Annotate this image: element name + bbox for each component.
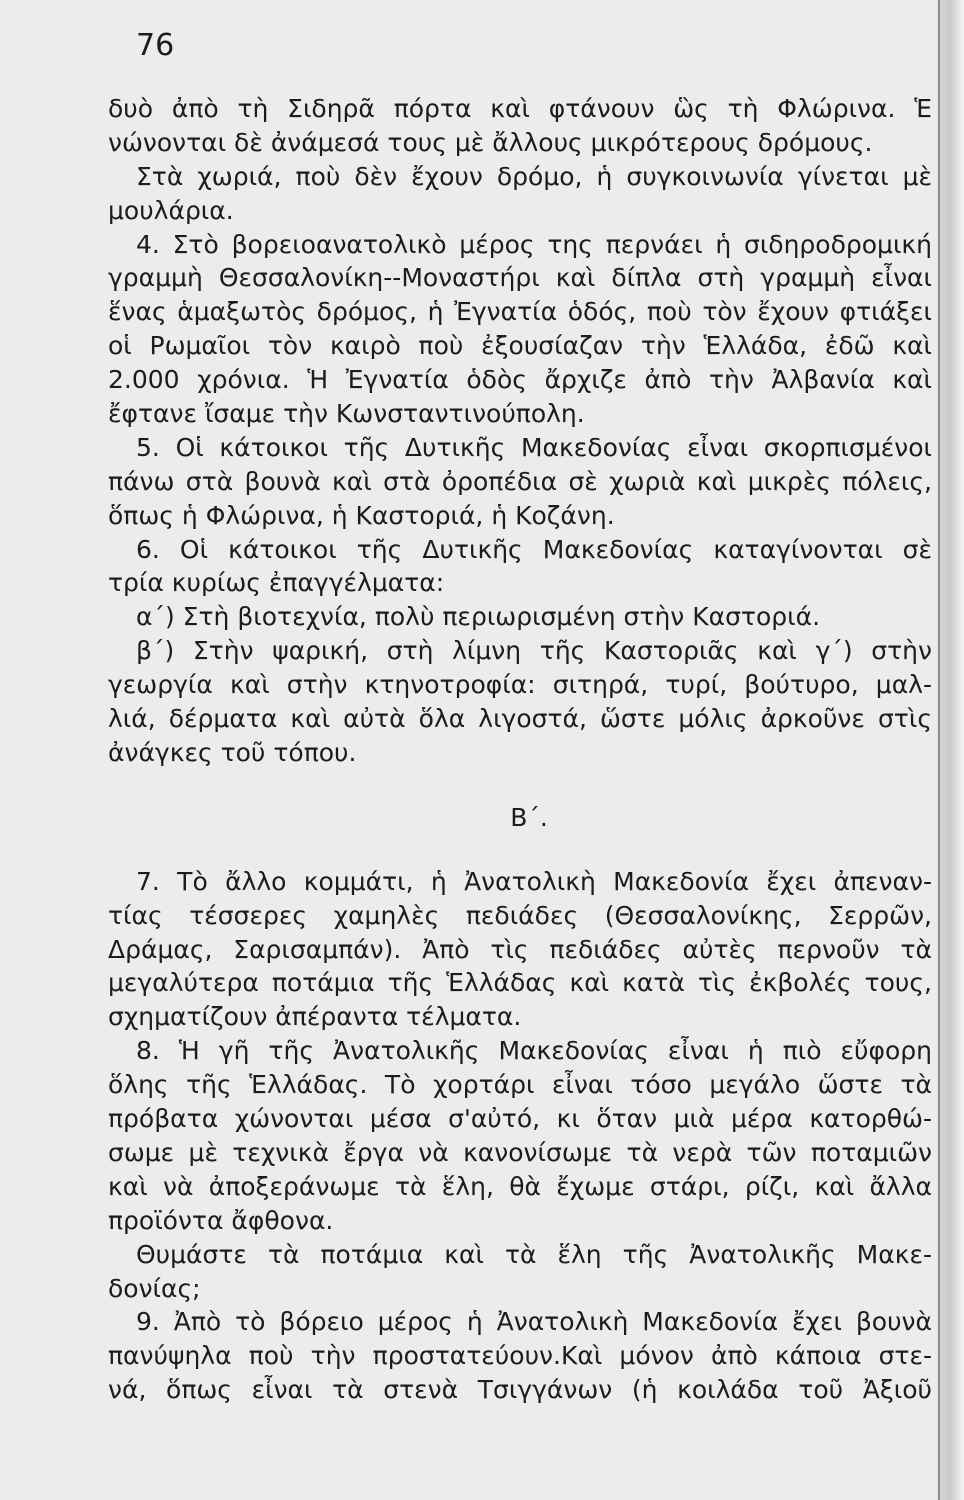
text-line: δονίας; xyxy=(108,1273,201,1303)
text-line: 4. Στὸ βορειοανατολικὸ μέρος της περνάει ἡ σιδηροδρομική xyxy=(136,229,932,259)
section-b-text xyxy=(108,865,932,1407)
text-line: β΄) Στὴν ψαρική, στὴ λίμνη τῆς Καστοριᾶς καὶ γ΄) στὴν xyxy=(136,636,932,666)
text-line: ἔφτανε ἴσαμε τὴν Κωνσταντινούπολη. xyxy=(108,399,585,429)
text-line: πάνω στὰ βουνὰ καὶ στὰ ὀροπέδια σὲ χωριὰ καὶ μικρὲς πόλεις, xyxy=(108,466,932,496)
text-line: 8. Ἡ γῆ τῆς Ἀνατολικῆς Μακεδονίας εἶναι ἡ πιὸ εὔφορη xyxy=(136,1036,932,1066)
text-line: πρόβατα χώνονται μέσα σ'αὐτό, κι ὅταν μιὰ μέρα κατορθώ- xyxy=(108,1104,932,1134)
text-line: ὅπως ἡ Φλώρινα, ἡ Καστοριά, ἡ Κοζάνη. xyxy=(108,500,615,530)
section-a-text xyxy=(108,92,932,770)
section-heading: Β΄. xyxy=(510,802,548,832)
text-line: πανύψηλα ποὺ τὴν προστατεύουν.Καὶ μόνον ἀπὸ κάποια στε- xyxy=(108,1341,932,1371)
text-line: λιά, δέρματα καὶ αὐτὰ ὅλα λιγοστά, ὥστε μόλις ἀρκοῦνε στὶς xyxy=(108,704,932,734)
text-line: α΄) Στὴ βιοτεχνία, πολὺ περιωρισμένη στὴν Καστοριά. xyxy=(136,602,821,632)
text-line: σχηματίζουν ἀπέραντα τέλματα. xyxy=(108,1002,522,1032)
text-line: 5. Οἱ κάτοικοι τῆς Δυτικῆς Μακεδονίας εἶναι σκορπισμένοι xyxy=(136,432,932,462)
text-line: 7. Τὸ ἄλλο κομμάτι, ἡ Ἀνατολικὴ Μακεδονία ἔχει ἀπεναν- xyxy=(136,866,932,896)
text-line: τρία κυρίως ἐπαγγέλματα: xyxy=(108,568,445,598)
text-line: γραμμὴ Θεσσαλονίκη--Μοναστήρι καὶ δίπλα στὴ γραμμὴ εἶναι xyxy=(108,263,932,293)
text-line: νά, ὅπως εἶναι τὰ στενὰ Τσιγγάνων (ἡ κοιλάδα τοῦ Ἀξιοῦ xyxy=(108,1375,932,1405)
body-text xyxy=(108,92,932,1407)
text-line: νώνονται δὲ ἀνάμεσά τους μὲ ἄλλους μικρότερους δρόμους. xyxy=(108,127,873,157)
text-line: μουλάρια. xyxy=(108,195,234,225)
text-line: Στὰ χωριά, ποὺ δὲν ἔχουν δρόμο, ἡ συγκοινωνία γίνεται μὲ xyxy=(136,161,932,191)
text-line: 2.000 χρόνια. Ἡ Ἐγνατία ὁδὸς ἄρχιζε ἀπὸ τὴν Ἀλβανία καὶ xyxy=(108,365,932,395)
text-line: 9. Ἀπὸ τὸ βόρειο μέρος ἡ Ἀνατολικὴ Μακεδονία ἔχει βουνὰ xyxy=(136,1307,932,1337)
page-edge xyxy=(938,0,964,1500)
text-line: οἱ Ρωμαῖοι τὸν καιρὸ ποὺ ἐξουσίαζαν τὴν Ἑλλάδα, ἐδῶ καὶ xyxy=(108,331,932,361)
text-line: 6. Οἱ κάτοικοι τῆς Δυτικῆς Μακεδονίας καταγίνονται σὲ xyxy=(136,534,932,564)
text-line: προϊόντα ἄφθονα. xyxy=(108,1205,334,1235)
text-line: Θυμάστε τὰ ποτάμια καὶ τὰ ἕλη τῆς Ἀνατολικῆς Μακε- xyxy=(136,1239,932,1269)
text-line: ἕνας ἁμαξωτὸς δρόμος, ἡ Ἐγνατία ὁδός, ποὺ τὸν ἔχουν φτιάξει xyxy=(108,297,932,327)
text-line: καὶ νὰ ἀποξεράνωμε τὰ ἕλη, θὰ ἔχωμε στάρι, ρίζι, καὶ ἄλλα xyxy=(108,1171,932,1201)
text-line: ὅλης τῆς Ἑλλάδας. Τὸ χορτάρι εἶναι τόσο μεγάλο ὥστε τὰ xyxy=(108,1070,932,1100)
text-line: σωμε μὲ τεχνικὰ ἔργα νὰ κανονίσωμε τὰ νερὰ τῶν ποταμιῶν xyxy=(108,1137,932,1167)
text-line: Δράμας, Σαρισαμπάν). Ἀπὸ τὶς πεδιάδες αὐτὲς περνοῦν τὰ xyxy=(108,934,932,964)
text-line: μεγαλύτερα ποτάμια τῆς Ἑλλάδας καὶ κατὰ τὶς ἐκβολές τους, xyxy=(108,968,932,998)
text-line: ἀνάγκες τοῦ τόπου. xyxy=(108,737,357,767)
text-line: γεωργία καὶ στὴν κτηνοτροφία: σιτηρά, τυρί, βούτυρο, μαλ- xyxy=(108,670,932,700)
text-line: δυὸ ἀπὸ τὴ Σιδηρᾶ πόρτα καὶ φτάνουν ὣς τὴ Φλώρινα. Ἑ xyxy=(108,94,932,123)
text-line: τίας τέσσερες χαμηλὲς πεδιάδες (Θεσσαλονίκης, Σερρῶν, xyxy=(108,900,932,930)
page-number: 76 xyxy=(136,28,175,63)
